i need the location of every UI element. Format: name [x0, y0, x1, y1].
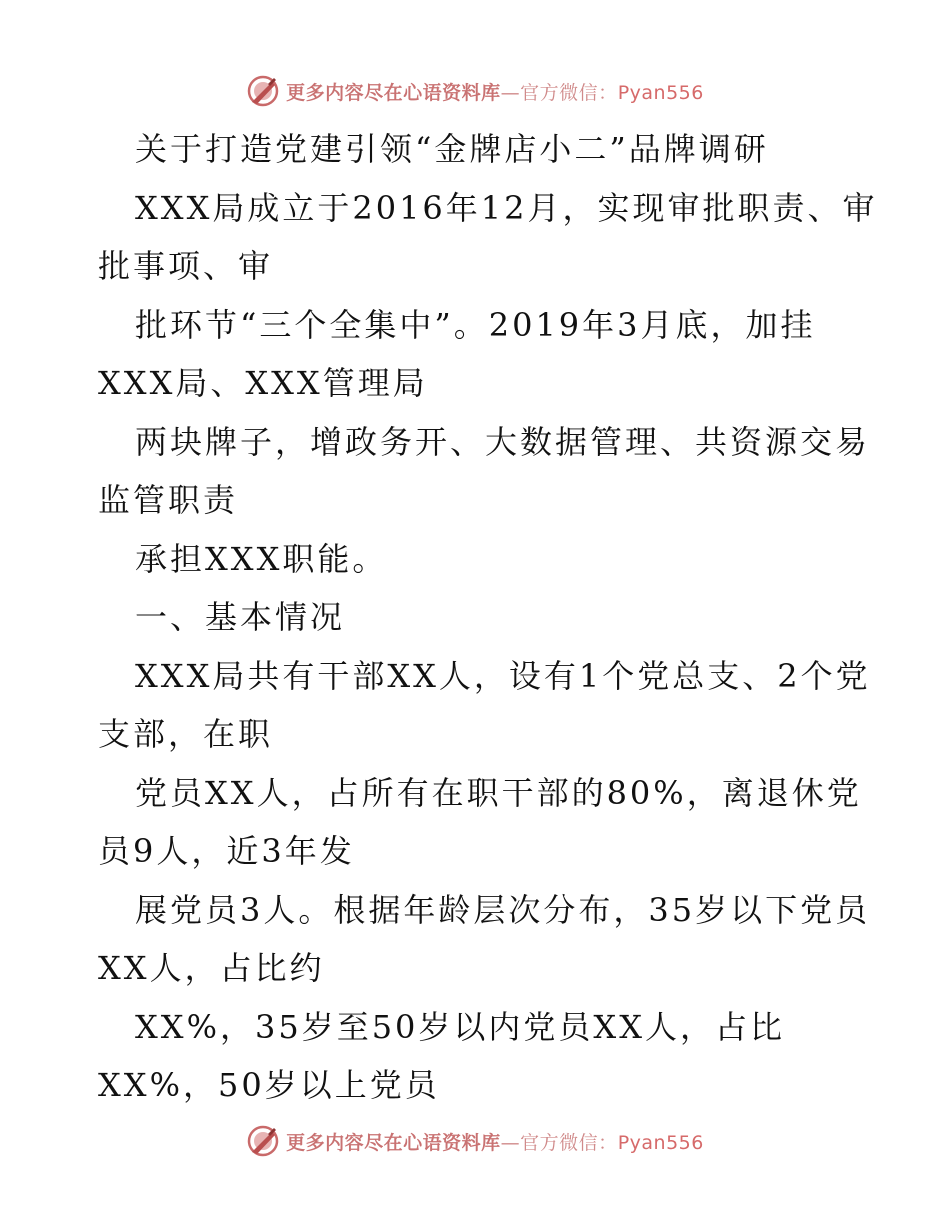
watermark-text: [286, 78, 704, 105]
quill-seal-icon: [246, 74, 280, 108]
header-watermark: [0, 71, 950, 111]
footer-watermark: [0, 1121, 950, 1161]
watermark-suffix: 官方微信：: [520, 81, 618, 104]
paragraph-line: 员9人，近3年发: [98, 832, 355, 870]
watermark-dash: —: [500, 1131, 521, 1154]
paragraph-line: 承担XXX职能。: [135, 539, 388, 578]
paragraph-line: XXX局共有干部XX人，设有1个党总支、2个党: [135, 656, 871, 695]
watermark-wechat-id: Pyan556: [617, 1131, 704, 1154]
document-body: [98, 120, 878, 1115]
paragraph-line: XX%，50岁以上党员: [98, 1066, 440, 1104]
watermark-suffix: 官方微信：: [520, 1131, 618, 1154]
paragraph-line: XXX局成立于2016年12月，实现审批职责、审: [135, 188, 878, 227]
quill-seal-icon: [246, 1124, 280, 1158]
watermark-text: [286, 1128, 704, 1155]
paragraph-line: XX%，35岁至50岁以内党员XX人，占比: [135, 1007, 785, 1046]
watermark-brand: 更多内容尽在心语资料库: [286, 81, 501, 104]
paragraph-line: 批事项、审: [98, 247, 274, 285]
paragraph-line: XX人，占比约: [98, 949, 325, 987]
paragraph-line: 展党员3人。根据年龄层次分布，35岁以下党员: [135, 890, 871, 929]
watermark-dash: —: [500, 81, 521, 104]
paragraph-line: 支部，在职: [98, 715, 274, 753]
watermark-brand: 更多内容尽在心语资料库: [286, 1131, 501, 1154]
paragraph-line: 批环节“三个全集中”。2019年3月底，加挂: [135, 305, 816, 344]
paragraph-line: 党员XX人，占所有在职干部的80%，离退休党: [135, 773, 862, 812]
document-title: 关于打造党建引领“金牌店小二”品牌调研: [135, 130, 769, 168]
paragraph-line: 两块牌子，增政务开、大数据管理、共资源交易: [135, 422, 871, 461]
paragraph-line: XXX局、XXX管理局: [98, 364, 428, 402]
watermark-wechat-id: Pyan556: [617, 81, 704, 104]
paragraph-line: 监管职责: [98, 481, 239, 519]
section-heading: 一、基本情况: [135, 598, 346, 636]
